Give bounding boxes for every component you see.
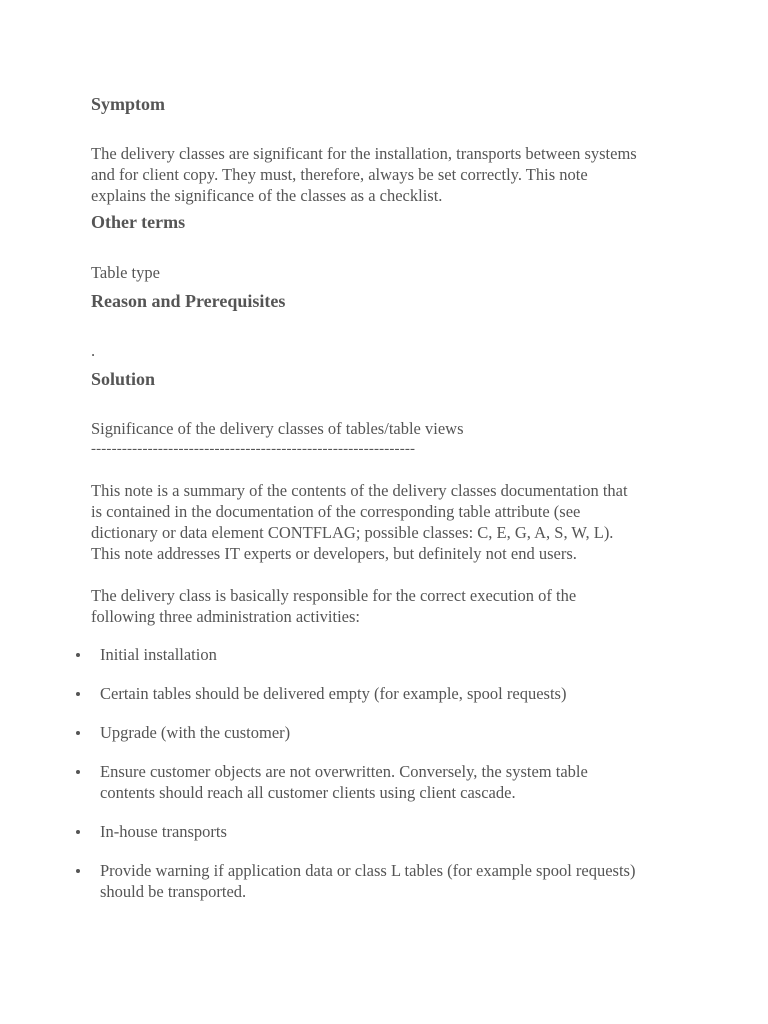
list-item-text (100, 860, 700, 902)
list-item-line: Upgrade (with the customer) (100, 723, 291, 742)
bullet-icon (76, 731, 80, 735)
list-item-text (100, 821, 700, 842)
bullet-icon (76, 869, 80, 873)
heading-other-terms: Other terms (91, 212, 186, 232)
list-item-line: Certain tables should be delivered empty (for example, spool requests) (100, 684, 567, 703)
solution-subtitle (91, 418, 691, 460)
symptom-line: and for client copy. They must, therefore, always be set correctly. This note (91, 165, 588, 184)
heading-solution: Solution (91, 369, 156, 389)
activities-line: The delivery class is basically responsible for the correct execution of the (91, 586, 577, 605)
bullet-icon (76, 692, 80, 696)
list-item-line: Initial installation (100, 645, 217, 664)
other-terms-paragraph (91, 262, 691, 283)
list-item-line: should be transported. (100, 882, 247, 901)
summary-line: dictionary or data element CONTFLAG; possible classes: C, E, G, A, S, W, L). (91, 523, 614, 542)
solution-divider-line: --------------------------------------------------------------- (91, 441, 416, 457)
list-item-text (100, 761, 700, 803)
bullet-icon (76, 770, 80, 774)
summary-line: This note is a summary of the contents of the delivery classes documentation that (91, 481, 628, 500)
list-item-text (100, 644, 700, 665)
solution-paragraph-activities (91, 585, 691, 627)
solution-subtitle-line: Significance of the delivery classes of tables/table views (91, 419, 464, 438)
heading-reason: Reason and Prerequisites (91, 291, 286, 311)
symptom-line: explains the significance of the classes as a checklist. (91, 186, 443, 205)
list-item-line: contents should reach all customer clients using client cascade. (100, 783, 516, 802)
summary-line: This note addresses IT experts or developers, but definitely not end users. (91, 544, 577, 563)
list-item-line: In-house transports (100, 822, 227, 841)
list-item-text (100, 722, 700, 743)
bullet-icon (76, 653, 80, 657)
symptom-line: The delivery classes are significant for the installation, transports between systems (91, 144, 637, 163)
solution-paragraph-summary (91, 480, 691, 564)
symptom-paragraph (91, 143, 691, 206)
reason-paragraph (91, 340, 691, 361)
bullet-icon (76, 830, 80, 834)
list-item-text (100, 683, 700, 704)
heading-symptom: Symptom (91, 94, 166, 114)
list-item-line: Provide warning if application data or class L tables (for example spool requests) (100, 861, 636, 880)
summary-line: is contained in the documentation of the corresponding table attribute (see (91, 502, 581, 521)
reason-line: . (91, 341, 96, 360)
list-item-line: Ensure customer objects are not overwritten. Conversely, the system table (100, 762, 588, 781)
activities-line: following three administration activities: (91, 607, 360, 626)
other-terms-line: Table type (91, 263, 160, 282)
